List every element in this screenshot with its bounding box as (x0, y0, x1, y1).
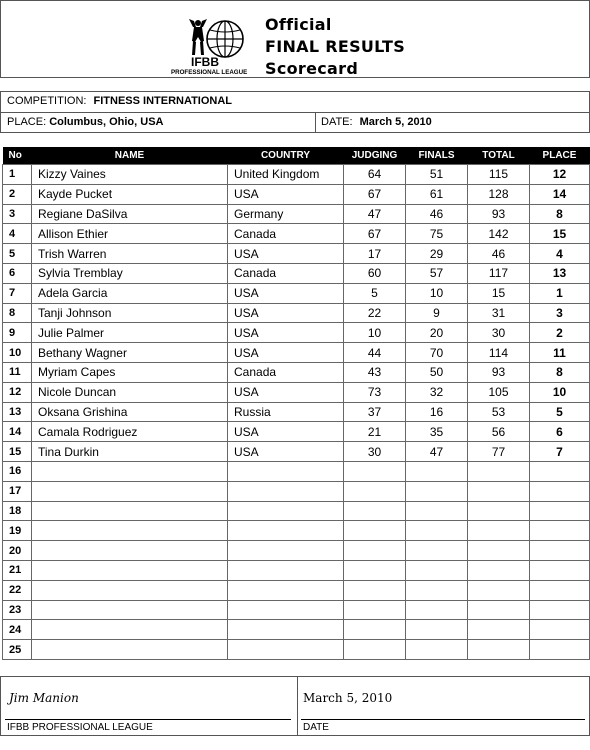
cell-judging: 37 (344, 402, 406, 422)
cell-finals: 46 (406, 204, 468, 224)
cell-finals (406, 541, 468, 561)
footer-date-label: DATE (303, 722, 329, 733)
date-label: DATE: (321, 116, 353, 128)
table-row (3, 165, 590, 185)
cell-judging: 22 (344, 303, 406, 323)
cell-total: 114 (468, 343, 530, 363)
cell-total: 93 (468, 362, 530, 382)
cell-country (228, 541, 344, 561)
cell-judging: 17 (344, 244, 406, 264)
cell-place (530, 640, 590, 660)
cell-country: USA (228, 323, 344, 343)
signature-label: IFBB PROFESSIONAL LEAGUE (7, 722, 153, 733)
cell-name: Myriam Capes (32, 362, 228, 382)
table-row (3, 303, 590, 323)
table-row (3, 560, 590, 580)
cell-judging (344, 481, 406, 501)
table-row (3, 422, 590, 442)
cell-finals (406, 600, 468, 620)
cell-total: 15 (468, 283, 530, 303)
cell-place: 5 (530, 402, 590, 422)
cell-name: Kizzy Vaines (32, 165, 228, 185)
globe-icon (207, 21, 243, 57)
cell-name (32, 541, 228, 561)
table-row (3, 481, 590, 501)
competition-row (1, 92, 589, 113)
cell-country (228, 461, 344, 481)
cell-place (530, 521, 590, 541)
cell-total (468, 541, 530, 561)
cell-country: Canada (228, 224, 344, 244)
cell-place (530, 620, 590, 640)
cell-finals: 51 (406, 165, 468, 185)
cell-place (530, 481, 590, 501)
cell-no: 14 (3, 422, 32, 442)
table-row (3, 541, 590, 561)
cell-place (530, 600, 590, 620)
cell-place: 8 (530, 204, 590, 224)
cell-place: 2 (530, 323, 590, 343)
cell-total (468, 501, 530, 521)
date-row (321, 116, 432, 128)
cell-judging: 60 (344, 263, 406, 283)
cell-no: 1 (3, 165, 32, 185)
cell-finals (406, 481, 468, 501)
cell-name (32, 521, 228, 541)
table-row (3, 283, 590, 303)
cell-total: 93 (468, 204, 530, 224)
cell-name: Oksana Grishina (32, 402, 228, 422)
cell-total (468, 580, 530, 600)
cell-no: 2 (3, 184, 32, 204)
cell-name (32, 461, 228, 481)
signature-footer (0, 676, 590, 736)
cell-judging (344, 461, 406, 481)
cell-total: 117 (468, 263, 530, 283)
cell-judging (344, 600, 406, 620)
cell-name (32, 501, 228, 521)
table-header-row (3, 147, 590, 165)
table-row (3, 184, 590, 204)
cell-total: 30 (468, 323, 530, 343)
cell-no: 20 (3, 541, 32, 561)
table-row (3, 343, 590, 363)
cell-country: USA (228, 184, 344, 204)
cell-name (32, 580, 228, 600)
cell-name (32, 481, 228, 501)
cell-judging: 43 (344, 362, 406, 382)
cell-finals: 61 (406, 184, 468, 204)
cell-place: 12 (530, 165, 590, 185)
col-header-no: No (3, 147, 32, 165)
cell-total: 142 (468, 224, 530, 244)
cell-total (468, 481, 530, 501)
cell-place (530, 461, 590, 481)
cell-place: 1 (530, 283, 590, 303)
svg-text:IFBB: IFBB (191, 55, 219, 69)
cell-total: 105 (468, 382, 530, 402)
cell-no: 22 (3, 580, 32, 600)
cell-judging: 67 (344, 184, 406, 204)
cell-judging (344, 580, 406, 600)
cell-name: Trish Warren (32, 244, 228, 264)
cell-name: Kayde Pucket (32, 184, 228, 204)
signature-line (5, 719, 291, 720)
cell-total (468, 560, 530, 580)
table-row (3, 323, 590, 343)
cell-judging: 5 (344, 283, 406, 303)
cell-no: 10 (3, 343, 32, 363)
cell-no: 6 (3, 263, 32, 283)
cell-total (468, 521, 530, 541)
table-row (3, 620, 590, 640)
cell-finals: 35 (406, 422, 468, 442)
competition-info (0, 91, 590, 133)
table-row (3, 263, 590, 283)
cell-total: 53 (468, 402, 530, 422)
cell-finals: 70 (406, 343, 468, 363)
cell-country: Russia (228, 402, 344, 422)
cell-name (32, 620, 228, 640)
cell-no: 4 (3, 224, 32, 244)
cell-no: 12 (3, 382, 32, 402)
cell-country: Germany (228, 204, 344, 224)
cell-total: 31 (468, 303, 530, 323)
cell-finals (406, 580, 468, 600)
cell-no: 8 (3, 303, 32, 323)
results-table (2, 147, 590, 660)
cell-country (228, 640, 344, 660)
ifbb-logo (171, 15, 257, 75)
cell-place (530, 541, 590, 561)
cell-name: Tina Durkin (32, 442, 228, 462)
cell-judging: 67 (344, 224, 406, 244)
cell-name (32, 560, 228, 580)
cell-finals: 16 (406, 402, 468, 422)
cell-place (530, 501, 590, 521)
cell-name: Nicole Duncan (32, 382, 228, 402)
table-row (3, 244, 590, 264)
table-row (3, 362, 590, 382)
cell-place: 7 (530, 442, 590, 462)
cell-no: 24 (3, 620, 32, 640)
cell-place: 8 (530, 362, 590, 382)
cell-finals (406, 461, 468, 481)
cell-judging (344, 541, 406, 561)
cell-no: 19 (3, 521, 32, 541)
competition-label: COMPETITION: (7, 95, 87, 107)
cell-country: United Kingdom (228, 165, 344, 185)
cell-judging: 73 (344, 382, 406, 402)
cell-judging (344, 521, 406, 541)
cell-finals: 47 (406, 442, 468, 462)
cell-judging: 30 (344, 442, 406, 462)
cell-place (530, 560, 590, 580)
table-row (3, 501, 590, 521)
cell-place: 3 (530, 303, 590, 323)
competition-value: FITNESS INTERNATIONAL (93, 95, 233, 107)
cell-no: 15 (3, 442, 32, 462)
cell-finals: 50 (406, 362, 468, 382)
table-row (3, 382, 590, 402)
cell-total: 115 (468, 165, 530, 185)
cell-place: 11 (530, 343, 590, 363)
title-official: Official (265, 15, 332, 34)
table-row (3, 402, 590, 422)
cell-judging (344, 620, 406, 640)
cell-judging: 21 (344, 422, 406, 442)
cell-place: 4 (530, 244, 590, 264)
cell-no: 18 (3, 501, 32, 521)
cell-country: Canada (228, 362, 344, 382)
cell-total: 128 (468, 184, 530, 204)
cell-country (228, 560, 344, 580)
cell-country: USA (228, 422, 344, 442)
cell-place: 6 (530, 422, 590, 442)
cell-place: 13 (530, 263, 590, 283)
cell-judging: 10 (344, 323, 406, 343)
page-title (265, 14, 405, 80)
cell-finals: 57 (406, 263, 468, 283)
cell-name: Adela Garcia (32, 283, 228, 303)
table-row (3, 461, 590, 481)
header-box (0, 0, 590, 78)
cell-finals (406, 620, 468, 640)
col-header-place: PLACE (530, 147, 590, 165)
cell-name: Bethany Wagner (32, 343, 228, 363)
cell-no: 16 (3, 461, 32, 481)
place-value: Columbus, Ohio, USA (49, 116, 164, 128)
cell-total (468, 640, 530, 660)
cell-country: USA (228, 442, 344, 462)
table-row (3, 442, 590, 462)
date-value: March 5, 2010 (359, 116, 432, 128)
cell-no: 17 (3, 481, 32, 501)
cell-no: 3 (3, 204, 32, 224)
cell-place: 10 (530, 382, 590, 402)
cell-total (468, 620, 530, 640)
cell-country (228, 481, 344, 501)
col-header-total: TOTAL (468, 147, 530, 165)
cell-no: 11 (3, 362, 32, 382)
cell-judging: 44 (344, 343, 406, 363)
table-row (3, 580, 590, 600)
cell-finals: 32 (406, 382, 468, 402)
cell-country: USA (228, 382, 344, 402)
col-header-name: NAME (32, 147, 228, 165)
cell-judging: 47 (344, 204, 406, 224)
cell-finals: 20 (406, 323, 468, 343)
col-header-finals: FINALS (406, 147, 468, 165)
cell-no: 9 (3, 323, 32, 343)
footer-date-value: March 5, 2010 (303, 691, 393, 705)
cell-finals (406, 521, 468, 541)
cell-country: USA (228, 244, 344, 264)
cell-finals (406, 640, 468, 660)
cell-name: Sylvia Tremblay (32, 263, 228, 283)
cell-country (228, 521, 344, 541)
title-scorecard: Scorecard (265, 59, 359, 78)
cell-no: 13 (3, 402, 32, 422)
cell-country: USA (228, 283, 344, 303)
cell-no: 7 (3, 283, 32, 303)
info-divider (315, 112, 316, 132)
cell-name: Allison Ethier (32, 224, 228, 244)
cell-total (468, 600, 530, 620)
svg-text:PROFESSIONAL LEAGUE: PROFESSIONAL LEAGUE (171, 69, 248, 75)
cell-country (228, 600, 344, 620)
col-header-country: COUNTRY (228, 147, 344, 165)
cell-country: Canada (228, 263, 344, 283)
col-header-judging: JUDGING (344, 147, 406, 165)
cell-judging (344, 560, 406, 580)
cell-country: USA (228, 343, 344, 363)
cell-place: 14 (530, 184, 590, 204)
cell-no: 5 (3, 244, 32, 264)
table-row (3, 521, 590, 541)
cell-finals (406, 560, 468, 580)
table-row (3, 204, 590, 224)
cell-name: Julie Palmer (32, 323, 228, 343)
cell-country (228, 620, 344, 640)
cell-name (32, 640, 228, 660)
cell-finals: 9 (406, 303, 468, 323)
signature: Jim Manion (9, 691, 79, 705)
cell-total: 56 (468, 422, 530, 442)
cell-name: Camala Rodriguez (32, 422, 228, 442)
place-label: PLACE: (7, 116, 47, 128)
cell-name: Tanji Johnson (32, 303, 228, 323)
cell-finals (406, 501, 468, 521)
cell-finals: 29 (406, 244, 468, 264)
title-final-results: FINAL RESULTS (265, 37, 406, 56)
date-line (301, 719, 585, 720)
cell-finals: 10 (406, 283, 468, 303)
cell-total: 77 (468, 442, 530, 462)
place-row (7, 116, 163, 128)
cell-country (228, 501, 344, 521)
cell-judging (344, 501, 406, 521)
cell-place: 15 (530, 224, 590, 244)
cell-total: 46 (468, 244, 530, 264)
cell-no: 25 (3, 640, 32, 660)
cell-judging: 64 (344, 165, 406, 185)
cell-country: USA (228, 303, 344, 323)
cell-finals: 75 (406, 224, 468, 244)
cell-judging (344, 640, 406, 660)
table-row (3, 600, 590, 620)
cell-name (32, 600, 228, 620)
cell-no: 23 (3, 600, 32, 620)
cell-name: Regiane DaSilva (32, 204, 228, 224)
footer-divider (297, 677, 298, 735)
bodybuilder-icon (189, 19, 207, 55)
table-row (3, 224, 590, 244)
cell-country (228, 580, 344, 600)
cell-place (530, 580, 590, 600)
cell-total (468, 461, 530, 481)
table-row (3, 640, 590, 660)
cell-no: 21 (3, 560, 32, 580)
